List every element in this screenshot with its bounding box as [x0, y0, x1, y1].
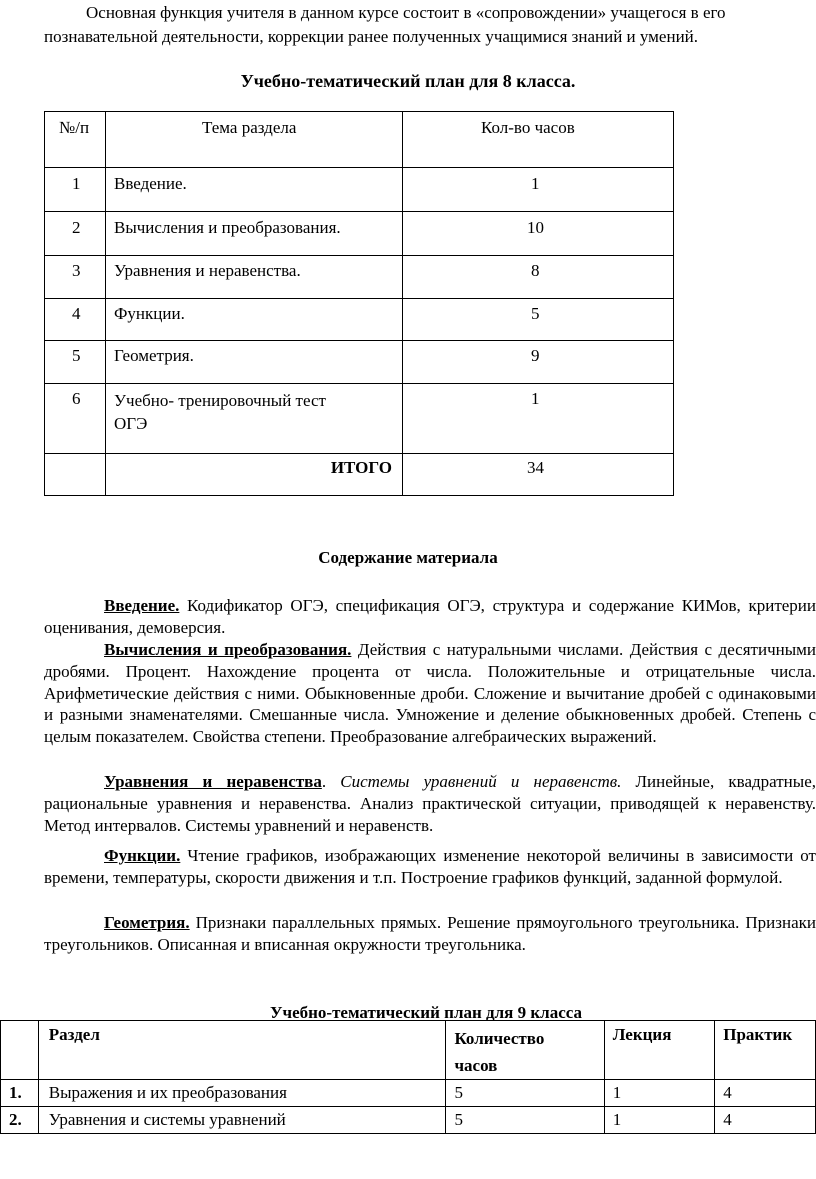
table-row [45, 299, 674, 341]
row-num: 6 [72, 389, 81, 408]
row-hours: 9 [531, 346, 540, 365]
row-hours: 8 [531, 261, 540, 280]
section-heading: Функции. [104, 846, 181, 865]
section-text: Линейные, квадратные, рациональные уравнения и неравенства. Анализ практической ситуации, приводящей к неравенству. Метод интервалов. Системы уравнений и неравенств. [44, 772, 816, 835]
table-row [1, 1107, 816, 1134]
header-hours: Кол-во часов [481, 118, 575, 137]
row-hours: 1 [531, 174, 540, 193]
row-hours: 5 [531, 304, 540, 323]
table-row [45, 212, 674, 256]
table-row [45, 384, 674, 454]
row-topic: Геометрия. [114, 346, 194, 365]
table-header-row [45, 112, 674, 168]
row-lecture: 1 [612, 1110, 622, 1129]
total-value: 34 [527, 458, 544, 477]
section-heading: Введение. [104, 596, 180, 615]
header-lecture: Лекция [612, 1025, 672, 1044]
section-text: Чтение графиков, изображающих изменение некоторой величины в зависимости от времени, температуры, скорости движения и т.п. Построение графиков функций, заданной формулой. [44, 846, 816, 887]
section-text: Кодификатор ОГЭ, спецификация ОГЭ, структура и содержание КИМов, критерии оценивания, демоверсия. [44, 596, 816, 637]
section-calc [44, 639, 816, 748]
section-text: Признаки параллельных прямых. Решение прямоугольного треугольника. Признаки треугольников. Описанная и вписанная окружности треугольника. [44, 913, 816, 954]
section-heading: Уравнения и неравенства [104, 772, 322, 791]
row-num: 5 [72, 346, 81, 365]
section-intro [44, 595, 816, 639]
plan8-table [44, 111, 674, 496]
row-num: 2. [9, 1110, 22, 1129]
section-functions [44, 845, 816, 889]
row-topic: Вычисления и преобразования. [114, 218, 341, 237]
section-italic: Системы уравнений и неравенств. [340, 772, 622, 791]
header-topic: Тема раздела [202, 118, 297, 137]
row-topic-line-2: ОГЭ [114, 414, 148, 433]
row-lecture: 1 [612, 1083, 622, 1102]
header-hours-line-1: Количество [454, 1029, 545, 1048]
header-section: Раздел [48, 1025, 100, 1044]
row-section: Выражения и их преобразования [48, 1083, 287, 1102]
row-section: Уравнения и системы уравнений [48, 1110, 286, 1129]
table-row [45, 256, 674, 299]
row-hours: 1 [531, 389, 540, 408]
row-num: 1. [9, 1083, 22, 1102]
table-row [45, 168, 674, 212]
intro-line-1: Основная функция учителя в данном курсе состоит в «сопровождении» учащегося в его [86, 3, 726, 22]
row-topic: Уравнения и неравенства. [114, 261, 301, 280]
table-row [1, 1080, 816, 1107]
row-topic: Функции. [114, 304, 185, 323]
row-topic: Введение. [114, 174, 187, 193]
plan9-table [0, 1020, 816, 1134]
row-hours: 10 [527, 218, 544, 237]
total-label: ИТОГО [330, 458, 392, 477]
header-practice: Практик [723, 1025, 793, 1044]
header-num: №/п [59, 118, 90, 137]
header-hours-line-2: часов [454, 1056, 498, 1075]
section-heading: Вычисления и преобразования. [104, 640, 352, 659]
row-practice: 4 [723, 1110, 732, 1129]
row-num: 3 [72, 261, 81, 280]
plan8-title: Учебно-тематический план для 8 класса. [240, 71, 576, 91]
row-practice: 4 [723, 1083, 732, 1102]
intro-line-2: познавательной деятельности, коррекции ранее полученных учащимися знаний и умений. [44, 27, 699, 46]
section-equations: Уравнения и неравенства. Системы уравнений и неравенств. Линейные, квадратные, рациональные уравнения и неравенства. Анализ практической ситуации, приводящей к неравенству. Метод интервалов. Системы уравнений и неравенств. [44, 772, 816, 835]
content-title: Содержание материала [318, 548, 498, 567]
row-hours: 5 [454, 1083, 463, 1102]
row-hours: 5 [454, 1110, 463, 1129]
section-geometry [44, 912, 816, 956]
row-num: 1 [72, 174, 81, 193]
table-total-row [45, 454, 674, 496]
row-num: 4 [72, 304, 81, 323]
row-num: 2 [72, 218, 81, 237]
plan9-title: Учебно-тематический план для 9 класса [270, 1003, 582, 1022]
section-text: Действия с натуральными числами. Действия с десятичными дробями. Процент. Нахождение процента от числа. Положительные и отрицательные числа. Арифметические действия с ними. Обыкновенные дроби. Сложение и вычитание дробей с одинаковыми и разными знаменателями. Смешанные числа. Умножение и деление обыкновенных дробей. Степень с целым показателем. Свойства степени. Преобразование алгебраических выражений. [44, 640, 816, 747]
table-header-row [1, 1021, 816, 1080]
row-topic-line-1: Учебно- тренировочный тест [114, 391, 326, 410]
section-heading: Геометрия. [104, 913, 190, 932]
table-row [45, 341, 674, 384]
